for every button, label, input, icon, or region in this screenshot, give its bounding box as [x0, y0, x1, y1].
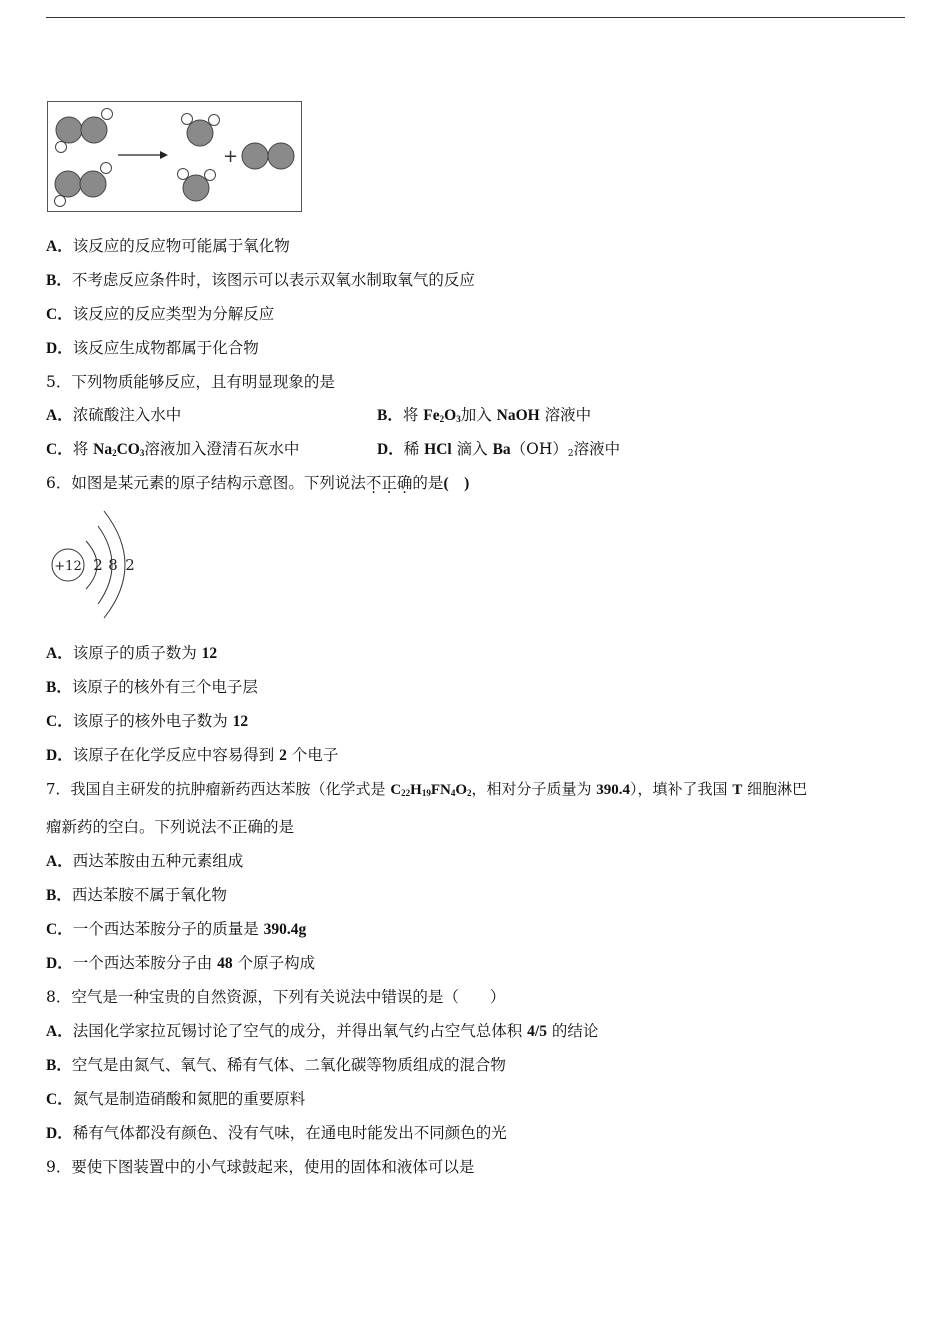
- q7-stem-line2: 瘤新药的空白。下列说法不正确的是: [46, 818, 295, 836]
- oxygen-atom: [81, 117, 107, 143]
- emphasis-char: 确: [396, 474, 413, 492]
- q7-stem: 7．我国自主研发的抗肿瘤新药西达苯胺（化学式是 $C_{22}H_{19}FN_4O_2$，相对分子质量为 390.4），填补了我国 T 细胞淋巴: [46, 780, 808, 798]
- oxygen-atom: [56, 117, 82, 143]
- header-rule: [46, 17, 905, 18]
- q8-stem: 8．空气是一种宝贵的自然资源，下列有关说法中错误的是（ ）: [46, 988, 506, 1006]
- nucleus-charge: +12: [54, 559, 82, 574]
- reaction-diagram: [47, 101, 302, 212]
- hydrogen-atom: [178, 169, 189, 180]
- q6-option-d: D．该原子在化学反应中容易得到 2 个电子: [46, 746, 339, 764]
- shell-electrons-3: 2: [125, 556, 135, 574]
- emphasis-char: 正: [381, 474, 397, 492]
- hydrogen-atom: [182, 114, 193, 125]
- q5-option-d: D．稀 HCl 滴入 $Ba(OH)_2$溶液中: [377, 440, 621, 459]
- oxygen-atom: [187, 120, 213, 146]
- oxygen-atom: [242, 143, 268, 169]
- oxygen-atom: [268, 143, 294, 169]
- q8-option-c: C．氮气是制造硝酸和氮肥的重要原料: [46, 1090, 306, 1108]
- q8-option-b: B．空气是由氮气、氧气、稀有气体、二氧化碳等物质组成的混合物: [46, 1056, 506, 1074]
- oxygen-atom: [55, 171, 81, 197]
- oxygen-atom: [80, 171, 106, 197]
- q5-option-c: C．将 $Na_2CO_3$溶液加入澄清石灰水中: [46, 440, 300, 458]
- q8-option-d: D．稀有气体都没有颜色、没有气味，在通电时能发出不同颜色的光: [46, 1124, 507, 1142]
- q5-stem: 5．下列物质能够反应，且有明显现象的是: [46, 373, 335, 391]
- shell-electrons-2: 8: [108, 556, 118, 574]
- hydrogen-atom: [101, 163, 112, 174]
- q8-option-a: A．法国化学家拉瓦锡讨论了空气的成分，并得出氧气约占空气总体积 4/5 的结论: [46, 1022, 599, 1040]
- oxygen-atom: [183, 175, 209, 201]
- hydrogen-atom: [102, 109, 113, 120]
- hydrogen-atom: [56, 142, 67, 153]
- q9-stem: 9．要使下图装置中的小气球鼓起来，使用的固体和液体可以是: [46, 1158, 475, 1176]
- q4-option-a: A．该反应的反应物可能属于氧化物: [46, 237, 290, 255]
- q6-option-b: B．该原子的核外有三个电子层: [46, 678, 258, 696]
- q5-option-b: B．将 $Fe_2O_3$加入 NaOH 溶液中: [377, 406, 592, 424]
- shell-electrons-1: 2: [93, 556, 103, 574]
- plus-sign: +: [223, 146, 239, 167]
- q7-option-d: D．一个西达苯胺分子由 48 个原子构成: [46, 954, 316, 972]
- atom-structure-diagram: [46, 508, 156, 620]
- emphasis-char: 不: [365, 474, 382, 492]
- q6-option-c: C．该原子的核外电子数为 12: [46, 712, 249, 730]
- q6-stem: 6．如图是某元素的原子结构示意图。下列说法不正确的是( ): [46, 474, 470, 492]
- q5-option-a: A．浓硫酸注入水中: [46, 406, 182, 424]
- q7-option-c: C．一个西达苯胺分子的质量是 390.4g: [46, 920, 307, 938]
- q4-option-c: C．该反应的反应类型为分解反应: [46, 305, 275, 323]
- q7-option-b: B．西达苯胺不属于氧化物: [46, 886, 227, 904]
- q7-option-a: A．西达苯胺由五种元素组成: [46, 852, 244, 870]
- q6-option-a: A．该原子的质子数为 12: [46, 644, 218, 662]
- q4-option-b: B．不考虑反应条件时，该图示可以表示双氧水制取氧气的反应: [46, 271, 475, 289]
- q4-option-d: D．该反应生成物都属于化合物: [46, 339, 259, 357]
- hydrogen-atom: [205, 170, 216, 181]
- hydrogen-atom: [209, 115, 220, 126]
- hydrogen-atom: [55, 196, 66, 207]
